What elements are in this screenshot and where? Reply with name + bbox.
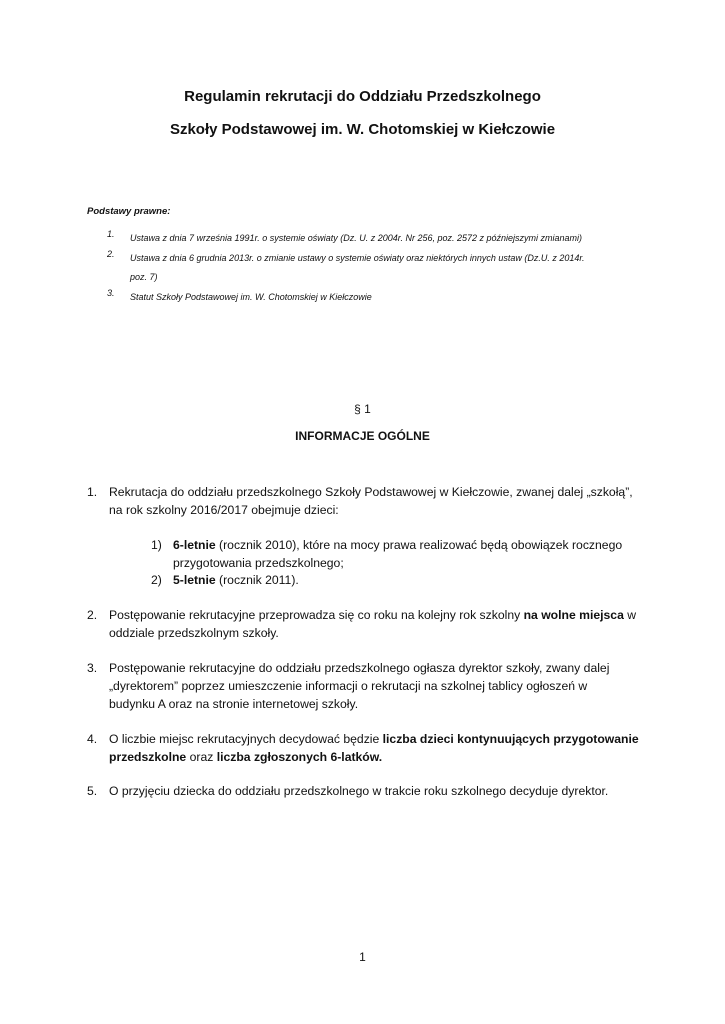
age-group-label: 5-letnie — [173, 573, 216, 587]
legal-item-text: Ustawa z dnia 6 grudnia 2013r. o zmianie ustawy o systemie oświaty oraz niektórych innych ustaw (Dz.U. z 2014r. — [130, 253, 585, 263]
list-item-text: oraz — [186, 750, 217, 764]
legal-item-number: 2. — [107, 249, 115, 259]
legal-item-text: Ustawa z dnia 7 września 1991r. o systemie oświaty (Dz. U. z 2004r. Nr 256, poz. 2572 z późniejszymi zmianami) — [130, 233, 583, 243]
list-item — [87, 783, 647, 803]
sub-list-item-text: przygotowania przedszkolnego; — [173, 556, 344, 570]
page-number: 1 — [359, 950, 366, 964]
emphasis-text: na wolne miejsca — [523, 608, 624, 622]
emphasis-text: przedszkolne — [109, 750, 187, 764]
list-item-text: Postępowanie rekrutacyjne przeprowadza się co roku na kolejny rok szkolny — [109, 608, 524, 622]
legal-item-number: 3. — [107, 288, 115, 298]
legal-item-text: poz. 7) — [130, 272, 158, 282]
section-title: INFORMACJE OGÓLNE — [295, 429, 430, 443]
list-item — [87, 731, 647, 771]
emphasis-text: liczba dzieci kontynuujących przygotowanie — [382, 732, 639, 746]
list-item — [87, 660, 647, 716]
list-item-number: 4. — [87, 732, 98, 746]
list-item — [87, 484, 647, 524]
section-symbol: § 1 — [354, 402, 371, 416]
list-item-text: na rok szkolny 2016/2017 obejmuje dzieci: — [109, 503, 339, 517]
list-item-number: 1. — [87, 485, 98, 499]
list-item-text: O przyjęciu dziecka do oddziału przedszkolnego w trakcie roku szkolnego decyduje dyrektor. — [109, 784, 609, 798]
list-item-text: Rekrutacja do oddziału przedszkolnego Szkoły Podstawowej w Kiełczowie, zwanej dalej „szkołą”, — [109, 485, 633, 499]
document-title-line2: Szkoły Podstawowej im. W. Chotomskiej w Kiełczowie — [169, 121, 556, 138]
emphasis-text: liczba zgłoszonych 6-latków. — [216, 750, 383, 764]
sub-list-item-text: (rocznik 2010), które na mocy prawa realizować będą obowiązek rocznego — [215, 538, 623, 552]
list-item — [87, 607, 647, 647]
list-item-text: Postępowanie rekrutacyjne do oddziału przedszkolnego ogłasza dyrektor szkoły, zwany dalej — [109, 661, 610, 675]
document-title-line1: Regulamin rekrutacji do Oddziału Przedszkolnego — [184, 88, 541, 105]
legal-item-number: 1. — [107, 229, 115, 239]
sub-list-item-text: (rocznik 2011). — [215, 573, 299, 587]
list-item-number: 2. — [87, 608, 98, 622]
sub-list-item-number: 1) — [151, 538, 162, 552]
list-item-text: O liczbie miejsc rekrutacyjnych decydować będzie — [109, 732, 383, 746]
list-item-text: budynku A oraz na stronie internetowej szkoły. — [109, 697, 359, 711]
age-group-label: 6-letnie — [173, 538, 216, 552]
sub-list-item — [151, 572, 651, 592]
sub-list-item-number: 2) — [151, 573, 162, 587]
list-item-number: 3. — [87, 661, 98, 675]
list-item-text: oddziale przedszkolnym szkoły. — [109, 626, 279, 640]
list-item-text: w — [623, 608, 637, 622]
legal-basis-heading: Podstawy prawne: — [87, 206, 171, 217]
sub-list-item — [151, 537, 651, 577]
list-item-number: 5. — [87, 784, 98, 798]
legal-item-text: Statut Szkoły Podstawowej im. W. Chotomskiej w Kiełczowie — [130, 292, 372, 302]
list-item-text: „dyrektorem” poprzez umieszczenie informacji o rekrutacji na szkolnej tablicy ogłoszeń w — [109, 679, 588, 693]
